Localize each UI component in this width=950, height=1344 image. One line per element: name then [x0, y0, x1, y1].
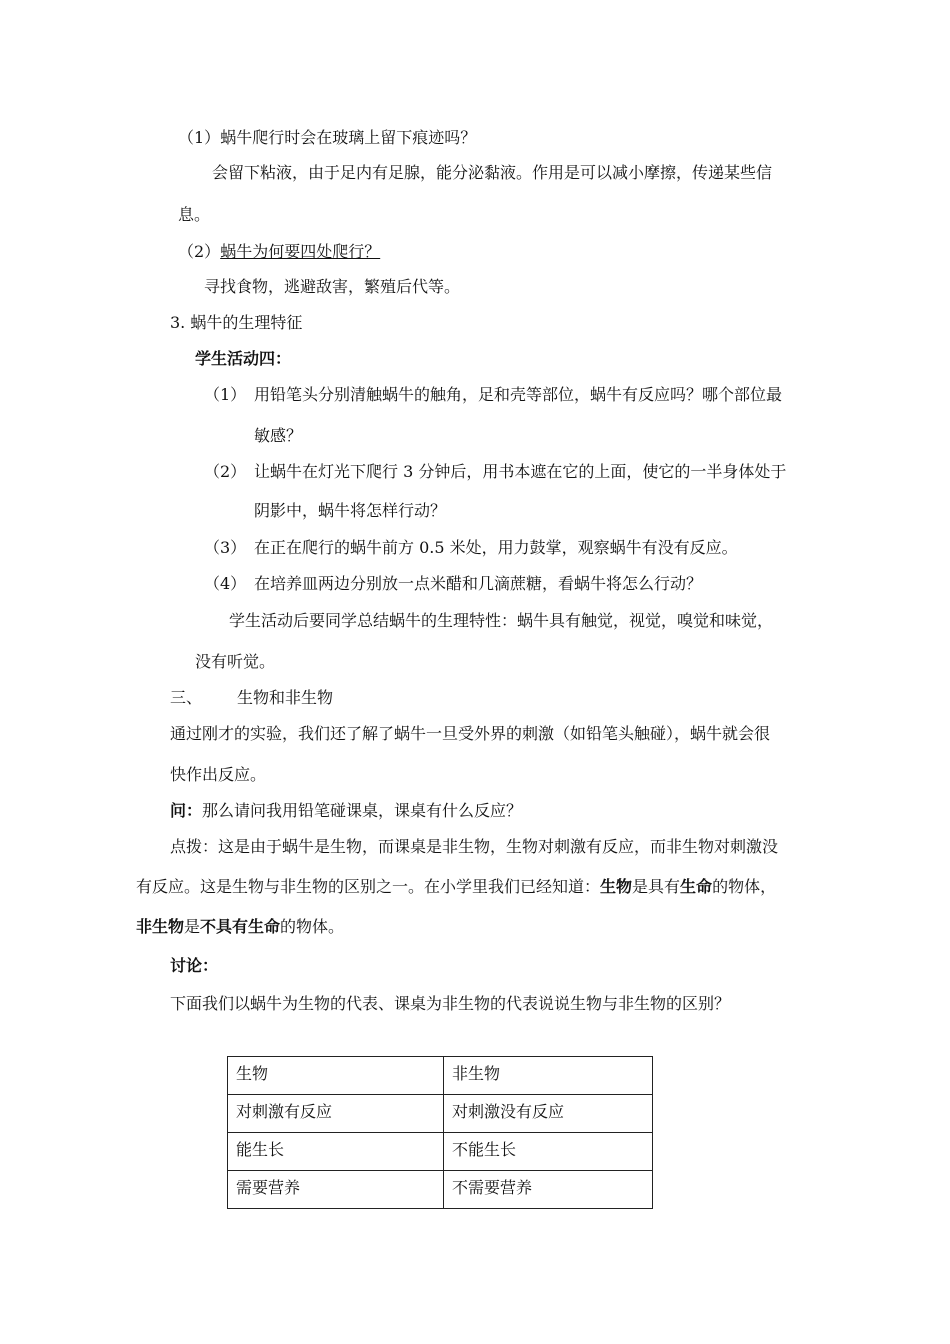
table-header-nonliving: 非生物 — [444, 1057, 653, 1095]
activity-item-1-line1: 用铅笔头分别清触蜗牛的触角，足和壳等部位，蜗牛有反应吗？哪个部位最 — [254, 385, 783, 404]
hint-text-is: 是 — [184, 917, 201, 936]
discuss-label: 讨论： — [170, 956, 219, 975]
activity-item-2-number: （2） — [204, 462, 247, 481]
hint-text-object: 的物体。 — [280, 917, 345, 936]
comparison-table — [227, 1056, 653, 1209]
hint-bold-life: 生命 — [680, 877, 713, 896]
table-cell: 不需要营养 — [444, 1171, 653, 1209]
activity-item-1-number: （1） — [204, 385, 247, 404]
table-row — [228, 1171, 653, 1209]
hint-bold-nonliving: 非生物 — [136, 917, 185, 936]
part3-hint-line3 — [136, 916, 344, 938]
activity4-summary-line2: 没有听觉。 — [195, 652, 276, 671]
q2-question: 蜗牛为何要四处爬行？ — [220, 242, 381, 261]
part3-intro-line2: 快作出反应。 — [170, 765, 267, 784]
table-cell: 能生长 — [228, 1133, 444, 1171]
table-cell: 对刺激有反应 — [228, 1095, 444, 1133]
table-row — [228, 1095, 653, 1133]
hint-bold-living: 生物 — [600, 877, 633, 896]
activity4-summary-line1: 学生活动后要同学总结蜗牛的生理特性：蜗牛具有触觉，视觉，嗅觉和味觉， — [229, 611, 774, 630]
q2-number: （2） — [178, 242, 221, 261]
part3-question-line — [170, 800, 522, 822]
table-row — [228, 1133, 653, 1171]
table-cell: 对刺激没有反应 — [444, 1095, 653, 1133]
hint-text-e: 的物体， — [712, 877, 777, 896]
q1-answer-line1: 会留下粘液，由于足内有足腺，能分泌黏液。作用是可以减小摩擦，传递某些信 — [212, 163, 773, 182]
hint-text-c: 是具有 — [632, 877, 681, 896]
table-cell: 不能生长 — [444, 1133, 653, 1171]
table-header-living: 生物 — [228, 1057, 444, 1095]
question-text: 那么请问我用铅笔碰课桌，课桌有什么反应？ — [202, 801, 523, 820]
q1-question: 蜗牛爬行时会在玻璃上留下痕迹吗？ — [220, 128, 477, 147]
activity-item-3-line1: 在正在爬行的蜗牛前方 0.5 米处，用力鼓掌，观察蜗牛有没有反应。 — [254, 538, 738, 557]
q1-number: （1） — [178, 128, 221, 147]
part3-title: 生物和非生物 — [237, 688, 334, 707]
activity-item-2-line1: 让蜗牛在灯光下爬行 3 分钟后，用书本遮在它的上面，使它的一半身体处于 — [254, 462, 787, 481]
activity-item-2-line2: 阴影中，蜗牛将怎样行动？ — [254, 501, 447, 520]
q1-answer-line2: 息。 — [178, 205, 211, 224]
activity-item-4-number: （4） — [204, 574, 247, 593]
part3-hint-line1: 点拨：这是由于蜗牛是生物，而课桌是非生物，生物对刺激有反应，而非生物对刺激没 — [170, 837, 779, 856]
activity4-title: 学生活动四： — [195, 349, 292, 368]
section3-heading: 3. 蜗牛的生理特征 — [170, 313, 303, 332]
table-row — [228, 1057, 653, 1095]
activity-item-1-line2: 敏感？ — [254, 426, 303, 445]
q2-line — [178, 241, 380, 263]
hint-bold-no-life: 不具有生命 — [200, 917, 281, 936]
q2-answer: 寻找食物，逃避敌害，繁殖后代等。 — [204, 277, 461, 296]
q1-line — [178, 127, 476, 149]
table-cell: 需要营养 — [228, 1171, 444, 1209]
question-label: 问： — [170, 801, 203, 820]
discuss-text: 下面我们以蜗牛为生物的代表、课桌为非生物的代表说说生物与非生物的区别？ — [170, 994, 731, 1013]
activity-item-3-number: （3） — [204, 538, 247, 557]
hint-text-a: 有反应。这是生物与非生物的区别之一。在小学里我们已经知道： — [136, 877, 601, 896]
part3-number: 三、 — [170, 688, 203, 707]
part3-hint-line2 — [136, 876, 776, 898]
activity-item-4-line1: 在培养皿两边分别放一点米醋和几滴蔗糖，看蜗牛将怎么行动？ — [254, 574, 703, 593]
part3-intro-line1: 通过刚才的实验，我们还了解了蜗牛一旦受外界的刺激（如铅笔头触碰），蜗牛就会很 — [170, 724, 771, 743]
